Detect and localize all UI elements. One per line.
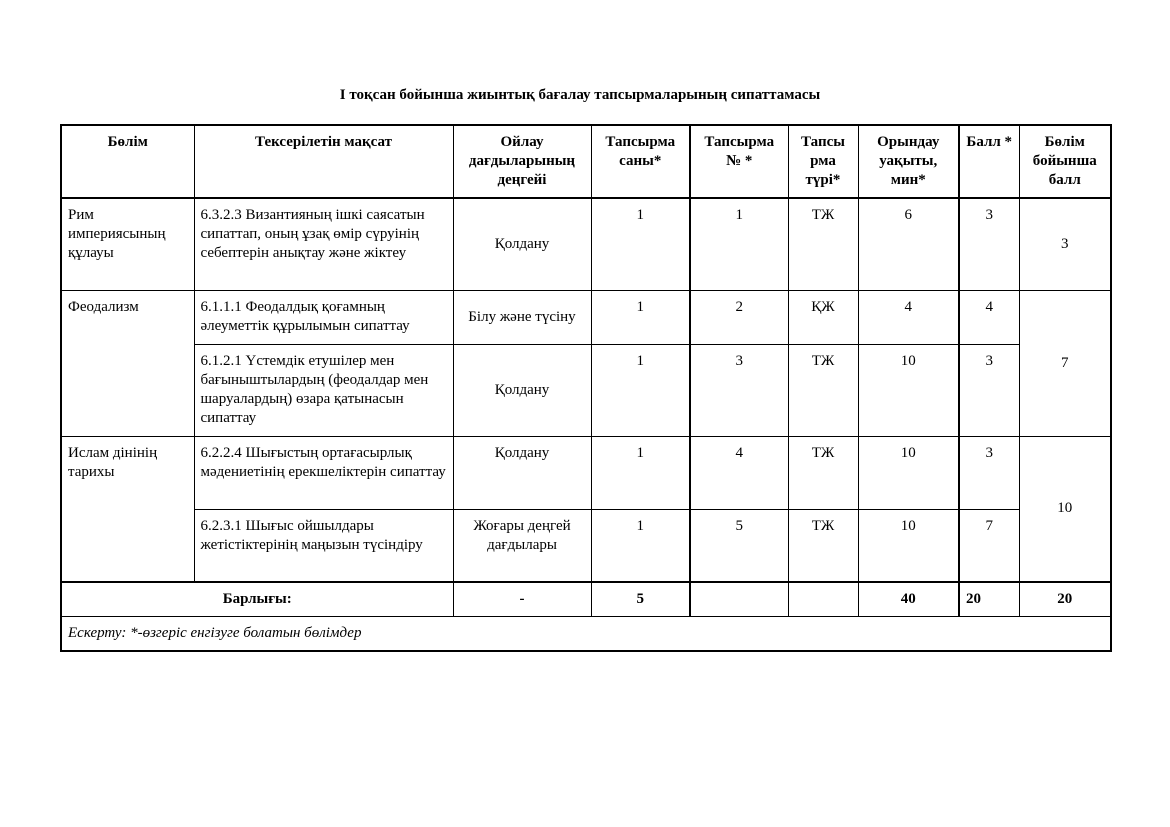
score-cell: 4 bbox=[959, 290, 1019, 344]
table-header-row bbox=[61, 125, 1111, 198]
goal-cell: 6.2.2.4 Шығыстың ортағасырлық мәдениетінің ерекшеліктерін сипаттау bbox=[194, 436, 453, 509]
total-row bbox=[61, 582, 1111, 617]
level-cell: Қолдану bbox=[453, 344, 591, 436]
number-cell: 5 bbox=[690, 509, 788, 582]
header-section: Бөлім bbox=[61, 125, 194, 198]
header-score: Балл * bbox=[959, 125, 1019, 198]
table-row bbox=[61, 344, 1111, 436]
count-cell: 1 bbox=[591, 198, 690, 290]
level-cell: Қолдану bbox=[453, 198, 591, 290]
header-type: Тапсы рма түрі* bbox=[788, 125, 858, 198]
total-count: 5 bbox=[591, 582, 690, 617]
score-cell: 3 bbox=[959, 198, 1019, 290]
header-number: Тапсырма № * bbox=[690, 125, 788, 198]
table-row bbox=[61, 290, 1111, 344]
level-cell: Білу және түсіну bbox=[453, 290, 591, 344]
time-cell: 10 bbox=[858, 509, 959, 582]
section-cell: Феодализм bbox=[61, 290, 194, 436]
section-score-cell: 7 bbox=[1019, 290, 1111, 436]
time-cell: 6 bbox=[858, 198, 959, 290]
goal-cell: 6.2.3.1 Шығыс ойшылдары жетістіктерінің маңызын түсіндіру bbox=[194, 509, 453, 582]
count-cell: 1 bbox=[591, 344, 690, 436]
header-time: Орындау уақыты, мин* bbox=[858, 125, 959, 198]
goal-cell: 6.3.2.3 Византияның ішкі саясатын сипаттап, оның ұзақ өмір сүруінің себептерін анықтау және жіктеу bbox=[194, 198, 453, 290]
count-cell: 1 bbox=[591, 290, 690, 344]
note-text: Ескерту: *-өзгеріс енгізуге болатын бөлімдер bbox=[61, 617, 1111, 652]
section-score-cell: 10 bbox=[1019, 436, 1111, 582]
score-cell: 3 bbox=[959, 436, 1019, 509]
time-cell: 4 bbox=[858, 290, 959, 344]
total-score: 20 bbox=[959, 582, 1019, 617]
goal-cell: 6.1.2.1 Үстемдік етушілер мен бағыныштылардың (феодалдар мен шаруалардың) өзара қатынасын сипаттау bbox=[194, 344, 453, 436]
count-cell: 1 bbox=[591, 509, 690, 582]
time-cell: 10 bbox=[858, 436, 959, 509]
number-cell: 1 bbox=[690, 198, 788, 290]
time-cell: 10 bbox=[858, 344, 959, 436]
type-cell: ТЖ bbox=[788, 344, 858, 436]
header-count: Тапсырма саны* bbox=[591, 125, 690, 198]
level-cell: Қолдану bbox=[453, 436, 591, 509]
header-section-score: Бөлім бойынша балл bbox=[1019, 125, 1111, 198]
total-level: - bbox=[453, 582, 591, 617]
score-cell: 7 bbox=[959, 509, 1019, 582]
section-cell: Рим империясының құлауы bbox=[61, 198, 194, 290]
total-number bbox=[690, 582, 788, 617]
type-cell: ТЖ bbox=[788, 509, 858, 582]
total-label: Барлығы: bbox=[61, 582, 453, 617]
table-row bbox=[61, 436, 1111, 509]
number-cell: 3 bbox=[690, 344, 788, 436]
note-row bbox=[61, 617, 1111, 652]
number-cell: 2 bbox=[690, 290, 788, 344]
type-cell: ТЖ bbox=[788, 436, 858, 509]
page-title: I тоқсан бойынша жиынтық бағалау тапсырмаларының сипаттамасы bbox=[339, 87, 821, 103]
section-score-cell: 3 bbox=[1019, 198, 1111, 290]
total-time: 40 bbox=[858, 582, 959, 617]
total-section-score: 20 bbox=[1019, 582, 1111, 617]
goal-cell: 6.1.1.1 Феодалдық қоғамның әлеуметтік құрылымын сипаттау bbox=[194, 290, 453, 344]
header-level: Ойлау дағдыларының деңгейі bbox=[453, 125, 591, 198]
score-cell: 3 bbox=[959, 344, 1019, 436]
table-row bbox=[61, 509, 1111, 582]
section-cell: Ислам дінінің тарихы bbox=[61, 436, 194, 582]
level-cell: Жоғары деңгей дағдылары bbox=[453, 509, 591, 582]
assessment-table bbox=[60, 124, 1112, 652]
type-cell: ТЖ bbox=[788, 198, 858, 290]
table-row bbox=[61, 198, 1111, 290]
header-goal: Тексерілетін мақсат bbox=[194, 125, 453, 198]
number-cell: 4 bbox=[690, 436, 788, 509]
count-cell: 1 bbox=[591, 436, 690, 509]
total-type bbox=[788, 582, 858, 617]
type-cell: ҚЖ bbox=[788, 290, 858, 344]
